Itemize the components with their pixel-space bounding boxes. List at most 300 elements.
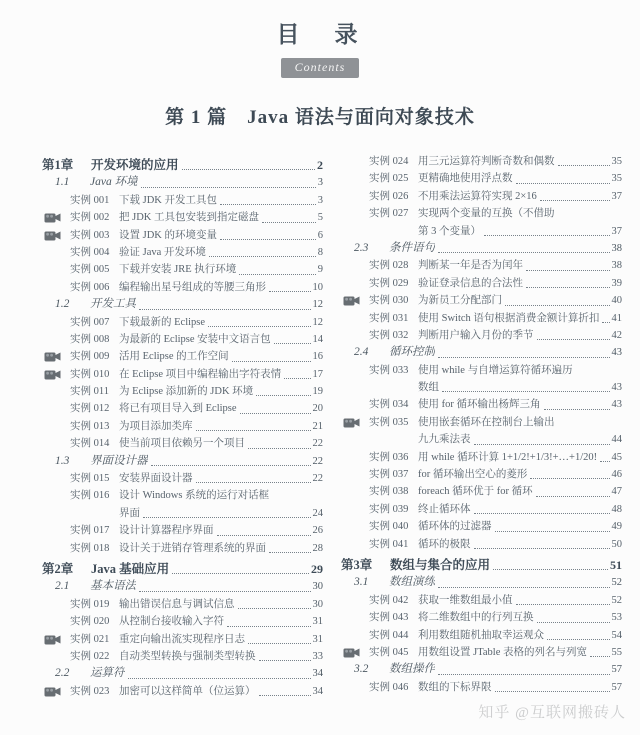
dot-leader — [139, 309, 311, 310]
entry-label: 实例 032 — [369, 329, 409, 341]
entry-page: 16 — [312, 351, 323, 363]
entry-title: 终止循环体 — [418, 503, 471, 515]
dot-leader — [232, 361, 311, 362]
toc-entry-example — [341, 292, 622, 309]
entry-title: Java 基础应用 — [91, 561, 170, 576]
toc-entry-example — [341, 609, 622, 626]
toc-entry-example — [341, 414, 622, 431]
entry-title: 在 Eclipse 项目中编程输出字符表情 — [119, 368, 282, 380]
entry-label: 2.1 — [55, 580, 70, 593]
entry-title: 自动类型转换与强制类型转换 — [119, 650, 256, 662]
entry-title: 为新员工分配部门 — [418, 295, 502, 307]
entry-title: 用三元运算符判断奇数和偶数 — [418, 156, 555, 167]
entry-page: 17 — [312, 368, 323, 380]
contents-badge: Contents — [281, 58, 360, 78]
entry-page: 19 — [312, 386, 323, 398]
entry-page: 57 — [611, 664, 622, 676]
entry-label: 1.3 — [55, 454, 70, 467]
entry-page: 26 — [312, 525, 323, 537]
entry-title: 将已有项目导入到 Eclipse — [119, 403, 237, 415]
dot-leader — [259, 660, 311, 661]
entry-page: 53 — [611, 612, 622, 624]
entry-title-continued: 九九乘法表 — [418, 434, 471, 446]
dot-leader — [526, 287, 610, 288]
dot-leader — [600, 461, 609, 462]
entry-label: 实例 040 — [369, 521, 409, 533]
toc-entry-section — [42, 578, 323, 595]
entry-label: 第2章 — [42, 561, 74, 576]
toc-entry-example — [42, 209, 323, 226]
entry-label: 实例 033 — [369, 364, 409, 376]
entry-title: 下载最新的 Eclipse — [119, 316, 206, 328]
entry-page: 31 — [312, 633, 323, 645]
toc-entry-example — [42, 383, 323, 400]
entry-title: for 循环输出空心的菱形 — [418, 469, 528, 481]
toc-entry-example — [341, 275, 622, 292]
toc-entry-continuation — [42, 505, 323, 522]
entry-page: 14 — [312, 333, 323, 345]
entry-label: 实例 035 — [369, 416, 409, 428]
entry-label: 实例 021 — [70, 633, 110, 645]
dot-leader — [495, 531, 610, 532]
entry-label: 实例 017 — [70, 525, 110, 537]
entry-page: 40 — [611, 295, 622, 307]
entry-title: 判断用户输入月份的季节 — [418, 329, 534, 341]
video-camera-icon — [42, 212, 70, 223]
entry-label: 实例 028 — [369, 260, 409, 272]
dot-leader — [182, 169, 315, 170]
video-camera-icon — [42, 351, 70, 362]
entry-page: 45 — [611, 451, 622, 463]
toc-entry-section — [42, 174, 323, 191]
toc-entry-example — [42, 418, 323, 435]
entry-title: 下载 JDK 开发工具包 — [119, 194, 218, 206]
dot-leader — [537, 622, 610, 623]
entry-title: 设置 JDK 的环境变量 — [119, 229, 218, 241]
entry-label: 实例 014 — [70, 438, 110, 450]
toc-entry-example — [341, 483, 622, 500]
toc-right-column — [341, 153, 622, 700]
dot-leader — [238, 608, 311, 609]
dot-leader — [516, 604, 610, 605]
entry-page: 43 — [611, 382, 622, 394]
toc-entry-example — [341, 536, 622, 553]
toc-entry-example — [42, 648, 323, 665]
dot-leader — [602, 322, 609, 323]
toc-entry-continuation — [341, 379, 622, 396]
entry-label: 实例 043 — [369, 612, 409, 624]
dot-leader — [141, 187, 316, 188]
dot-leader — [248, 448, 311, 449]
entry-title: 运算符 — [90, 667, 125, 680]
entry-label: 实例 042 — [369, 594, 409, 606]
dot-leader — [269, 552, 311, 553]
dot-leader — [217, 535, 311, 536]
toc-entry-example — [42, 487, 323, 504]
entry-title: 验证 Java 开发环境 — [119, 246, 206, 258]
entry-page: 37 — [611, 190, 622, 202]
entry-title: 循环的极限 — [418, 538, 471, 550]
dot-leader — [262, 222, 316, 223]
entry-title: 使用 Switch 语句根据消费金额计算折扣 — [418, 312, 600, 324]
entry-label: 实例 031 — [369, 312, 409, 324]
entry-title: 更精确地使用浮点数 — [418, 173, 513, 185]
entry-title: 数组操作 — [389, 663, 435, 676]
entry-title: 循环体的过滤器 — [418, 521, 492, 533]
entry-title: 为 Eclipse 添加新的 JDK 环境 — [119, 386, 254, 398]
entry-page: 57 — [611, 681, 622, 693]
dot-leader — [438, 674, 610, 675]
entry-page: 28 — [312, 542, 323, 554]
page-header — [0, 0, 640, 129]
dot-leader — [474, 548, 610, 549]
toc-entry-example — [42, 314, 323, 331]
toc-entry-example — [341, 644, 622, 661]
entry-label: 实例 045 — [369, 646, 409, 658]
entry-label: 实例 025 — [369, 173, 409, 185]
dot-leader — [143, 517, 311, 518]
dot-leader — [438, 587, 610, 588]
dot-leader — [139, 591, 311, 592]
dot-leader — [259, 695, 311, 696]
entry-label: 实例 004 — [70, 246, 110, 258]
entry-page: 22 — [312, 455, 323, 467]
dot-leader — [442, 391, 610, 392]
entry-title: 循环控制 — [389, 346, 435, 359]
entry-title: 设计 Windows 系统的运行对话框 — [119, 490, 270, 502]
toc-entry-example — [42, 366, 323, 383]
entry-label: 第1章 — [42, 158, 74, 172]
entry-page: 43 — [611, 347, 622, 359]
entry-label: 实例 026 — [369, 190, 409, 202]
entry-title: 活用 Eclipse 的工作空间 — [119, 351, 229, 363]
entry-label: 2.3 — [354, 241, 369, 254]
toc-entry-chapter — [341, 557, 622, 574]
toc-entry-example — [42, 261, 323, 278]
entry-page: 37 — [611, 225, 622, 237]
entry-page: 35 — [611, 156, 622, 167]
entry-label: 实例 016 — [70, 490, 110, 502]
entry-title: 输出错误信息与调试信息 — [119, 598, 235, 610]
entry-label: 实例 009 — [70, 351, 110, 363]
entry-page: 8 — [317, 246, 323, 258]
dot-leader — [537, 339, 610, 340]
entry-title: 条件语句 — [389, 241, 435, 254]
dot-leader — [530, 478, 609, 479]
toc-entry-example — [341, 466, 622, 483]
entry-page: 12 — [312, 316, 323, 328]
entry-label: 实例 022 — [70, 650, 110, 662]
toc-entry-example — [42, 613, 323, 630]
toc-entry-example — [341, 310, 622, 327]
video-camera-icon — [341, 417, 369, 428]
dot-leader — [493, 569, 608, 570]
toc-entry-continuation — [341, 223, 622, 240]
entry-page: 30 — [312, 598, 323, 610]
entry-label: 实例 001 — [70, 194, 110, 206]
entry-title: 为项目添加类库 — [119, 420, 193, 432]
entry-title: 判断某一年是否为闰年 — [418, 260, 523, 272]
toc-entry-example — [42, 331, 323, 348]
entry-page: 3 — [317, 177, 323, 189]
entry-title-continued: 数组 — [418, 382, 439, 394]
entry-page: 2 — [317, 158, 323, 172]
entry-page: 22 — [312, 438, 323, 450]
dot-leader — [540, 200, 610, 201]
entry-title: 利用数组随机抽取幸运观众 — [418, 629, 544, 641]
toc-entry-example — [341, 518, 622, 535]
entry-label: 实例 010 — [70, 368, 110, 380]
dot-leader — [536, 496, 610, 497]
entry-label: 实例 020 — [70, 616, 110, 628]
entry-title: 界面设计器 — [90, 454, 148, 467]
dot-leader — [227, 626, 311, 627]
toc-entry-example — [341, 396, 622, 413]
page-title: 目 录 — [276, 22, 364, 47]
watermark: 知乎 @互联网搬砖人 — [478, 705, 626, 721]
entry-label: 实例 036 — [369, 451, 409, 463]
toc-entry-section — [341, 240, 622, 257]
dot-leader — [547, 639, 610, 640]
dot-leader — [248, 643, 311, 644]
toc-left-column — [42, 153, 323, 700]
entry-label: 第3章 — [341, 557, 373, 572]
entry-title-continued: 第 3 个变量） — [418, 225, 481, 237]
entry-title: 使用 while 与自增运算符循环遍历 — [418, 364, 573, 376]
entry-title: 用 while 循环计算 1+1/2!+1/3!+…+1/20! — [418, 451, 598, 463]
entry-title: 数组的下标界限 — [418, 681, 492, 693]
entry-title: 使用 for 循环输出杨辉三角 — [418, 399, 541, 411]
entry-page: 43 — [611, 399, 622, 411]
dot-leader — [558, 165, 610, 166]
entry-page: 51 — [610, 557, 622, 572]
entry-page: 24 — [312, 507, 323, 519]
entry-page: 38 — [611, 260, 622, 272]
entry-page: 48 — [611, 503, 622, 515]
entry-label: 实例 005 — [70, 264, 110, 276]
toc-entry-section — [341, 574, 622, 591]
toc-entry-example — [341, 153, 622, 170]
dot-leader — [438, 357, 610, 358]
entry-label: 实例 013 — [70, 420, 110, 432]
video-camera-icon — [42, 686, 70, 697]
entry-page: 44 — [611, 434, 622, 446]
dot-leader — [209, 256, 316, 257]
entry-title: 获取一维数组最小值 — [418, 594, 513, 606]
dot-leader — [474, 513, 610, 514]
dot-leader — [220, 204, 316, 205]
entry-page: 52 — [611, 594, 622, 606]
toc-entry-section — [42, 665, 323, 682]
toc-entry-example — [42, 244, 323, 261]
dot-leader — [239, 274, 315, 275]
entry-page: 49 — [611, 521, 622, 533]
entry-page: 39 — [611, 277, 622, 289]
entry-title: 数组与集合的应用 — [390, 557, 491, 572]
entry-page: 47 — [611, 486, 622, 498]
entry-title: 为最新的 Eclipse 安装中文语言包 — [119, 333, 271, 345]
video-camera-icon — [341, 295, 369, 306]
entry-title: 验证登录信息的合法性 — [418, 277, 523, 289]
toc-entry-example — [42, 540, 323, 557]
entry-page: 22 — [312, 473, 323, 485]
entry-label: 实例 012 — [70, 403, 110, 415]
toc-entry-example — [341, 257, 622, 274]
dot-leader — [256, 395, 310, 396]
entry-title: 从控制台接收输入字符 — [119, 616, 224, 628]
entry-label: 实例 044 — [369, 629, 409, 641]
entry-page: 35 — [611, 173, 622, 185]
entry-page: 12 — [312, 299, 323, 311]
entry-title: 使用嵌套循环在控制台上输出 — [418, 416, 555, 428]
dot-leader — [274, 343, 311, 344]
toc-entry-section — [42, 453, 323, 470]
entry-label: 实例 024 — [369, 156, 409, 167]
entry-title: 数组演练 — [389, 576, 435, 589]
entry-page: 20 — [312, 403, 323, 415]
entry-page: 34 — [312, 668, 323, 680]
dot-leader — [269, 291, 311, 292]
entry-label: 实例 002 — [70, 212, 110, 224]
entry-title: 开发环境的应用 — [91, 158, 179, 172]
entry-page: 29 — [311, 561, 323, 576]
toc-entry-example — [42, 192, 323, 209]
entry-label: 实例 034 — [369, 399, 409, 411]
entry-label: 实例 030 — [369, 295, 409, 307]
entry-page: 46 — [611, 469, 622, 481]
entry-page: 21 — [312, 420, 323, 432]
dot-leader — [172, 573, 309, 574]
entry-title: 设计关于进销存管理系统的界面 — [119, 542, 266, 554]
toc-entry-section — [42, 296, 323, 313]
entry-label: 实例 038 — [369, 486, 409, 498]
entry-label: 实例 015 — [70, 473, 110, 485]
dot-leader — [505, 305, 610, 306]
entry-title: 用数组设置 JTable 表格的列名与列宽 — [418, 646, 588, 658]
dot-leader — [438, 252, 610, 253]
video-camera-icon — [42, 369, 70, 380]
entry-label: 实例 046 — [369, 681, 409, 693]
toc-entry-example — [42, 227, 323, 244]
entry-label: 实例 006 — [70, 281, 110, 293]
entry-title: Java 环境 — [90, 176, 138, 189]
entry-title: 使当前项目依赖另一个项目 — [119, 438, 245, 450]
entry-page: 52 — [611, 577, 622, 589]
toc-entry-section — [341, 344, 622, 361]
toc-entry-example — [341, 327, 622, 344]
toc-entry-example — [42, 279, 323, 296]
dot-leader — [590, 656, 609, 657]
entry-title: 把 JDK 工具包安装到指定磁盘 — [119, 212, 260, 224]
dot-leader — [208, 326, 310, 327]
toc-entry-example — [42, 470, 323, 487]
dot-leader — [240, 413, 311, 414]
video-camera-icon — [341, 647, 369, 658]
toc-entry-example — [341, 188, 622, 205]
dot-leader — [128, 678, 311, 679]
entry-label: 1.1 — [55, 176, 70, 189]
toc-entry-example — [341, 592, 622, 609]
entry-title: 开发工具 — [90, 298, 136, 311]
entry-label: 实例 039 — [369, 503, 409, 515]
entry-page: 42 — [611, 329, 622, 341]
entry-page: 55 — [611, 646, 622, 658]
dot-leader — [474, 444, 610, 445]
entry-label: 2.4 — [354, 346, 369, 359]
entry-title: 基本语法 — [90, 580, 136, 593]
video-camera-icon — [42, 634, 70, 645]
entry-label: 实例 027 — [369, 208, 409, 220]
entry-page: 31 — [312, 616, 323, 628]
dot-leader — [151, 465, 311, 466]
toc-entry-example — [42, 596, 323, 613]
entry-title: 重定向输出流实现程序日志 — [119, 633, 245, 645]
toc-entry-example — [341, 501, 622, 518]
entry-title-continued: 界面 — [119, 507, 140, 519]
entry-page: 41 — [611, 312, 622, 324]
entry-page: 54 — [611, 629, 622, 641]
dot-leader — [544, 409, 610, 410]
entry-label: 3.2 — [354, 663, 369, 676]
dot-leader — [284, 378, 310, 379]
entry-page: 50 — [611, 538, 622, 550]
entry-title: 加密可以这样简单（位运算） — [119, 685, 256, 697]
entry-page: 33 — [312, 650, 323, 662]
entry-title: 不用乘法运算符实现 2×16 — [418, 190, 537, 202]
dot-leader — [196, 430, 311, 431]
part-heading: 第 1 篇 Java 语法与面向对象技术 — [165, 107, 475, 128]
entry-label: 2.2 — [55, 667, 70, 680]
toc-entry-example — [42, 400, 323, 417]
video-camera-icon — [42, 230, 70, 241]
toc-entry-example — [341, 627, 622, 644]
entry-title: 将二维数组中的行列互换 — [418, 612, 534, 624]
entry-label: 实例 018 — [70, 542, 110, 554]
entry-label: 实例 023 — [70, 685, 110, 697]
toc-entry-example — [341, 362, 622, 379]
entry-label: 实例 007 — [70, 316, 110, 328]
entry-label: 实例 003 — [70, 229, 110, 241]
entry-page: 5 — [317, 212, 323, 224]
entry-title: 实现两个变量的互换（不借助 — [418, 208, 555, 220]
entry-label: 实例 011 — [70, 386, 109, 398]
entry-title: 编程输出星号组成的等腰三角形 — [119, 281, 266, 293]
table-of-contents — [0, 129, 640, 700]
toc-entry-example — [42, 683, 323, 700]
entry-title: foreach 循环优于 for 循环 — [418, 486, 533, 498]
dot-leader — [484, 235, 610, 236]
dot-leader — [196, 482, 311, 483]
entry-page: 3 — [317, 194, 323, 206]
dot-leader — [495, 691, 610, 692]
toc-entry-example — [42, 348, 323, 365]
entry-page: 30 — [312, 581, 323, 593]
toc-entry-example — [341, 205, 622, 222]
entry-page: 34 — [312, 685, 323, 697]
entry-label: 实例 041 — [369, 538, 409, 550]
entry-title: 安装界面设计器 — [119, 473, 193, 485]
toc-entry-example — [42, 631, 323, 648]
dot-leader — [220, 239, 316, 240]
toc-entry-example — [341, 679, 622, 696]
toc-entry-continuation — [341, 431, 622, 448]
entry-label: 1.2 — [55, 298, 70, 311]
entry-page: 6 — [317, 229, 323, 241]
entry-label: 实例 029 — [369, 277, 409, 289]
entry-label: 实例 019 — [70, 598, 110, 610]
toc-entry-example — [341, 449, 622, 466]
toc-entry-example — [42, 435, 323, 452]
